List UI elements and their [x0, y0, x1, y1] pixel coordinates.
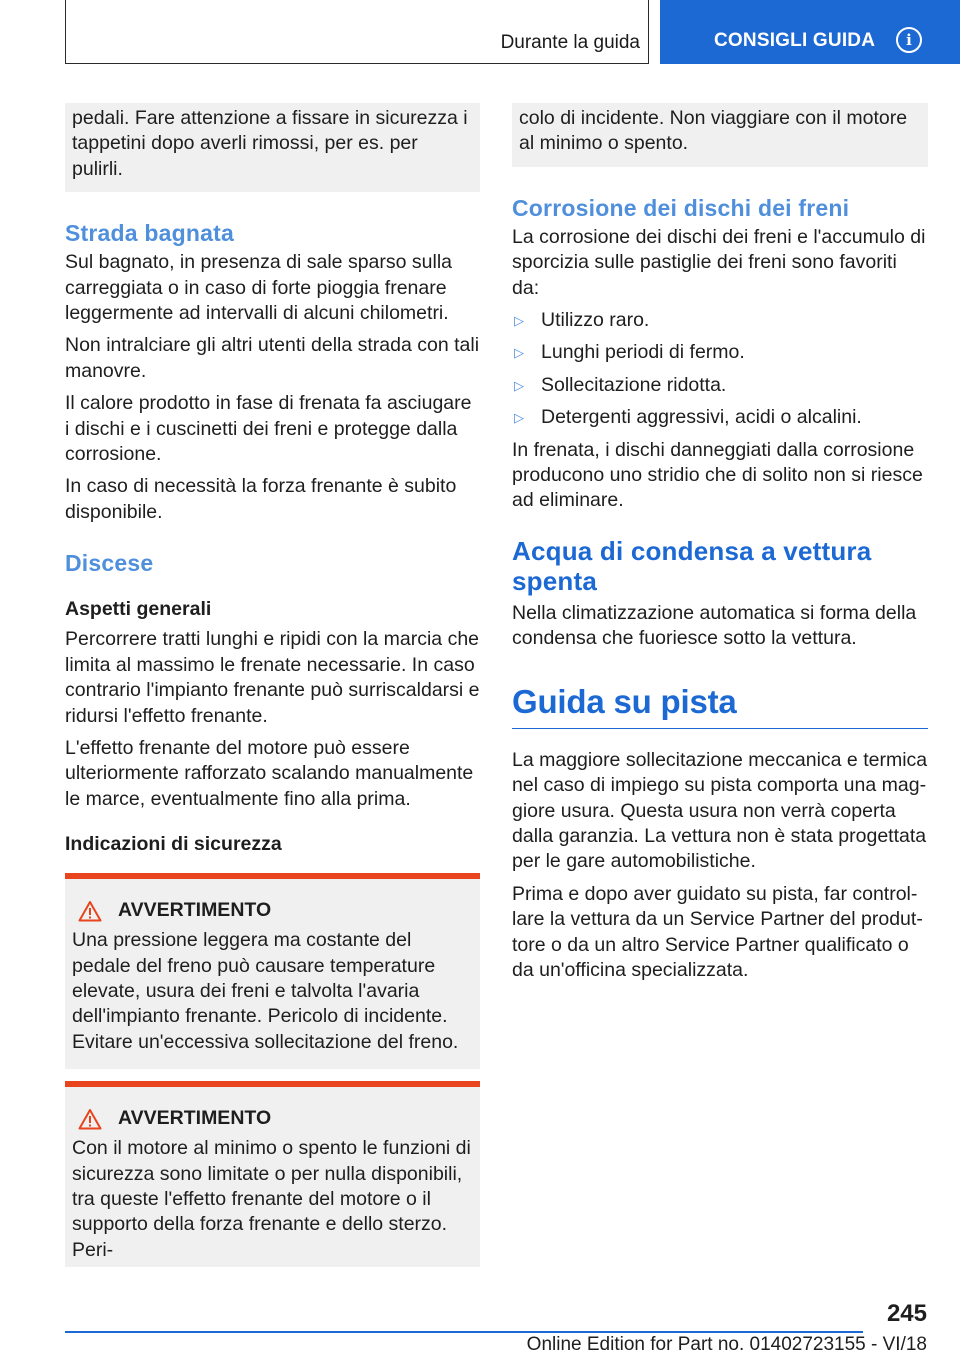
paragraph: Sul bagnato, in presenza di sale sparso sulla carreggiata o in caso di forte pioggia frenare leggermente ad intervalli di alcuni chilometri.	[65, 251, 452, 325]
safety-notes-heading: Indicazioni di sicurezza	[65, 833, 282, 856]
warning-triangle-icon	[78, 900, 102, 922]
general-aspects-heading: Aspetti generali	[65, 598, 212, 621]
chapter-label: CONSIGLI GUIDA	[714, 30, 876, 51]
paragraph: In caso di necessità la forza frenante è subito disponibile.	[65, 475, 457, 523]
bullet-arrow-icon: ▷	[514, 313, 524, 329]
wet-road-heading: Strada bagnata	[65, 220, 234, 247]
continued-box	[512, 103, 928, 167]
continued-text: colo di incidente. Non viaggiare con il motore al minimo o spento.	[519, 107, 908, 155]
warning-triangle-icon	[78, 1108, 102, 1130]
descents-heading: Discese	[65, 550, 154, 577]
info-icon[interactable]: i	[896, 27, 922, 53]
bullet-arrow-icon: ▷	[514, 345, 524, 361]
list-item-text: Detergenti aggressivi, acidi o alcalini.	[541, 406, 862, 429]
header-chapter-tab[interactable]	[660, 0, 960, 64]
warning-box	[65, 1081, 480, 1267]
right-column	[512, 103, 928, 990]
condensation-heading: Acqua di condensa a vettura spenta	[512, 535, 872, 596]
paragraph: Il calore prodotto in fase di frenata fa asciugare i dischi e i cuscinetti dei freni e protegge dalla corrosione.	[65, 392, 472, 466]
warning-title	[72, 1107, 472, 1130]
footer-divider	[65, 1331, 863, 1333]
paragraph: Percorrere tratti lunghi e ripidi con la marcia che limita al massimo le frenate necessarie. In caso contrario l'impianto frenante può surriscaldarsi e ridursi l'effetto frenante.	[65, 628, 480, 727]
paragraph: L'effetto frenante del motore può essere ulteriormente rafforzato scalando manualmente le marce, eventualmente fino alla prima.	[65, 736, 474, 810]
warning-label: AVVERTIMENTO	[118, 899, 272, 922]
edition-note: Online Edition for Part no. 01402723155 - VI/18	[526, 1334, 927, 1355]
list-item	[512, 405, 928, 430]
paragraph: Non intralciare gli altri utenti della strada con tali manovre.	[65, 334, 480, 382]
list-item-text: Sollecitazione ridotta.	[541, 373, 727, 396]
bullet-arrow-icon: ▷	[514, 377, 524, 393]
continued-text: pedali. Fare attenzione a fissare in sicurezza i tappetini dopo averli rimossi, per es. per pulirli.	[72, 107, 468, 180]
list-item	[512, 340, 928, 365]
list-item-text: Lunghi periodi di fermo.	[541, 341, 745, 364]
brake-corrosion-heading: Corrosione dei dischi dei freni	[512, 194, 850, 221]
list-item	[512, 373, 928, 398]
warning-text: Una pressione leggera ma costante del pedale del freno può causare temperature elevate, usura dei freni e talvolta l'avaria dell'impianto frenante. Pericolo di incidente. Evitare un'eccessiva sollecitazione del freno.	[72, 929, 459, 1053]
continued-box	[65, 103, 480, 192]
paragraph: La maggiore sollecitazione meccanica e termica nel caso di impiego su pista comporta una maggiore usura. Questa usura non verrà coperta dalla garanzia. La vettura non è stata progettata per le gare automobilistiche.	[512, 748, 928, 873]
warning-title	[72, 899, 472, 922]
warning-label: AVVERTIMENTO	[118, 1107, 272, 1130]
track-driving-title: Guida su pista	[512, 682, 928, 729]
list-item-text: Utilizzo raro.	[541, 309, 650, 332]
warning-box	[65, 873, 480, 1069]
paragraph: In frenata, i dischi danneggiati dalla corrosione producono uno stridio che di solito non si riesce ad eliminare.	[512, 438, 923, 512]
page-number: 245	[886, 1300, 927, 1327]
bullet-arrow-icon: ▷	[514, 410, 524, 426]
section-label: Durante la guida	[500, 32, 640, 53]
paragraph: Prima e dopo aver guidato su pista, far controllare la vettura da un Service Partner del produttore o da un altro Service Partner qualificato o da un'officina specializzata.	[512, 882, 923, 981]
warning-text: Con il motore al minimo o spento le funzioni di sicurezza sono limitate o per nulla disponibili, tra queste l'effetto frenante del motore o il supporto della forza frenante e dello sterzo. Peri-	[72, 1137, 471, 1261]
left-column	[65, 103, 480, 1267]
paragraph: La corrosione dei dischi dei freni e l'accumulo di sporcizia sulle pastiglie dei freni sono favoriti da:	[512, 225, 926, 299]
paragraph: Nella climatizzazione automatica si forma della condensa che fuoriesce sotto la vettura.	[512, 601, 917, 650]
header-section-box	[65, 0, 649, 64]
list-item	[512, 308, 928, 333]
bullet-list	[512, 308, 928, 431]
